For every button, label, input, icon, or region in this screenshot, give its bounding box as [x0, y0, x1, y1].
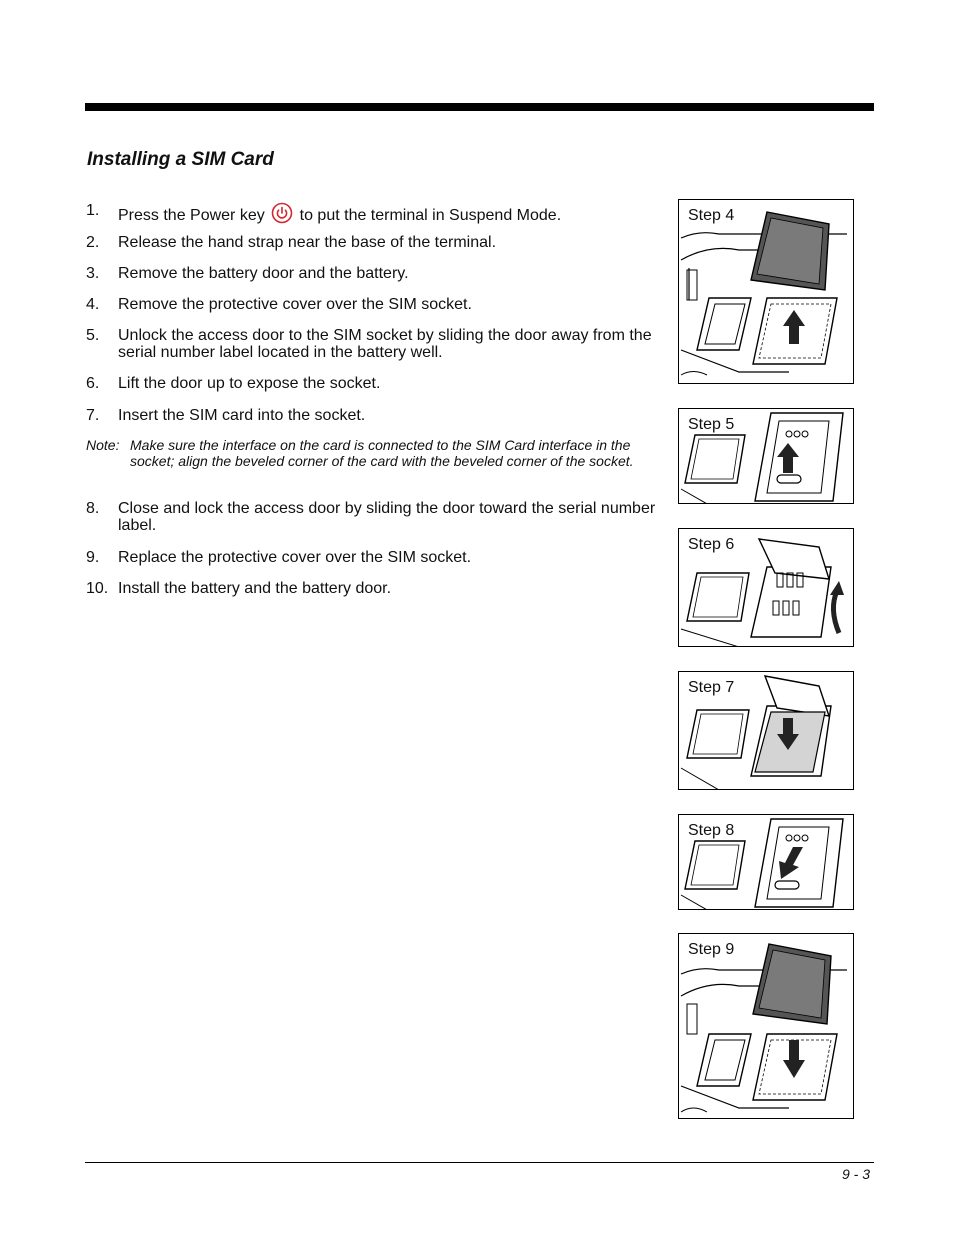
figure-label: Step 9	[688, 941, 735, 958]
note-label: Note:	[86, 437, 120, 453]
step-7	[86, 407, 666, 424]
step-5	[86, 327, 666, 361]
step-text: Lift the door up to expose the socket.	[118, 375, 381, 392]
figure-label: Step 4	[688, 207, 735, 224]
step-number: 10.	[86, 580, 109, 597]
step-6	[86, 375, 666, 392]
step-text: Replace the protective cover over the SIM socket.	[118, 549, 472, 566]
step-number: 9.	[86, 549, 100, 566]
step-8	[86, 500, 666, 534]
step-text: Install the battery and the battery door.	[118, 580, 392, 597]
figure-label: Step 7	[688, 679, 735, 696]
sim-cover-press-down-icon	[679, 934, 854, 1119]
step-4	[86, 296, 666, 313]
step-text: Remove the battery door and the battery.	[118, 265, 409, 282]
figure-label: Step 8	[688, 822, 735, 839]
step-3	[86, 265, 666, 282]
note-text: Make sure the interface on the card is connected to the SIM Card interface in the socket; align the beveled corner of the card with the beveled corner of the socket.	[130, 437, 634, 469]
step-number: 5.	[86, 327, 100, 344]
figure-step-7	[678, 671, 854, 790]
step-text	[118, 202, 666, 228]
step-text: Unlock the access door to the SIM socket by sliding the door away from the serial number label located in the battery well.	[118, 327, 652, 361]
step-text: Close and lock the access door by sliding the door toward the serial number label.	[118, 500, 656, 534]
bottom-rule	[85, 1162, 874, 1163]
step-number: 1.	[86, 202, 100, 219]
step-9	[86, 549, 666, 566]
page-number: 9 - 3	[841, 1166, 870, 1182]
figure-step-4	[678, 199, 854, 384]
sim-cover-lift-up-icon	[679, 200, 854, 384]
step-text: Insert the SIM card into the socket.	[118, 407, 366, 424]
figure-label: Step 5	[688, 416, 735, 433]
step-number: 7.	[86, 407, 100, 424]
section-title: Installing a SIM Card	[87, 149, 274, 170]
note	[86, 438, 666, 469]
step-text: Remove the protective cover over the SIM socket.	[118, 296, 472, 313]
figure-step-5	[678, 408, 854, 504]
step-text-before: Press the Power key	[118, 207, 265, 224]
step-text: Release the hand strap near the base of the terminal.	[118, 234, 497, 251]
figure-step-8	[678, 814, 854, 910]
figure-step-6	[678, 528, 854, 647]
step-number: 2.	[86, 234, 100, 251]
figure-step-9	[678, 933, 854, 1119]
step-10	[86, 580, 666, 597]
step-number: 4.	[86, 296, 100, 313]
step-number: 6.	[86, 375, 100, 392]
step-text-after: to put the terminal in Suspend Mode.	[299, 207, 562, 224]
power-key-icon	[271, 202, 293, 228]
step-2	[86, 234, 666, 251]
top-rule	[85, 103, 874, 111]
step-number: 3.	[86, 265, 100, 282]
figure-label: Step 6	[688, 536, 735, 553]
step-number: 8.	[86, 500, 100, 517]
step-1	[86, 202, 666, 228]
